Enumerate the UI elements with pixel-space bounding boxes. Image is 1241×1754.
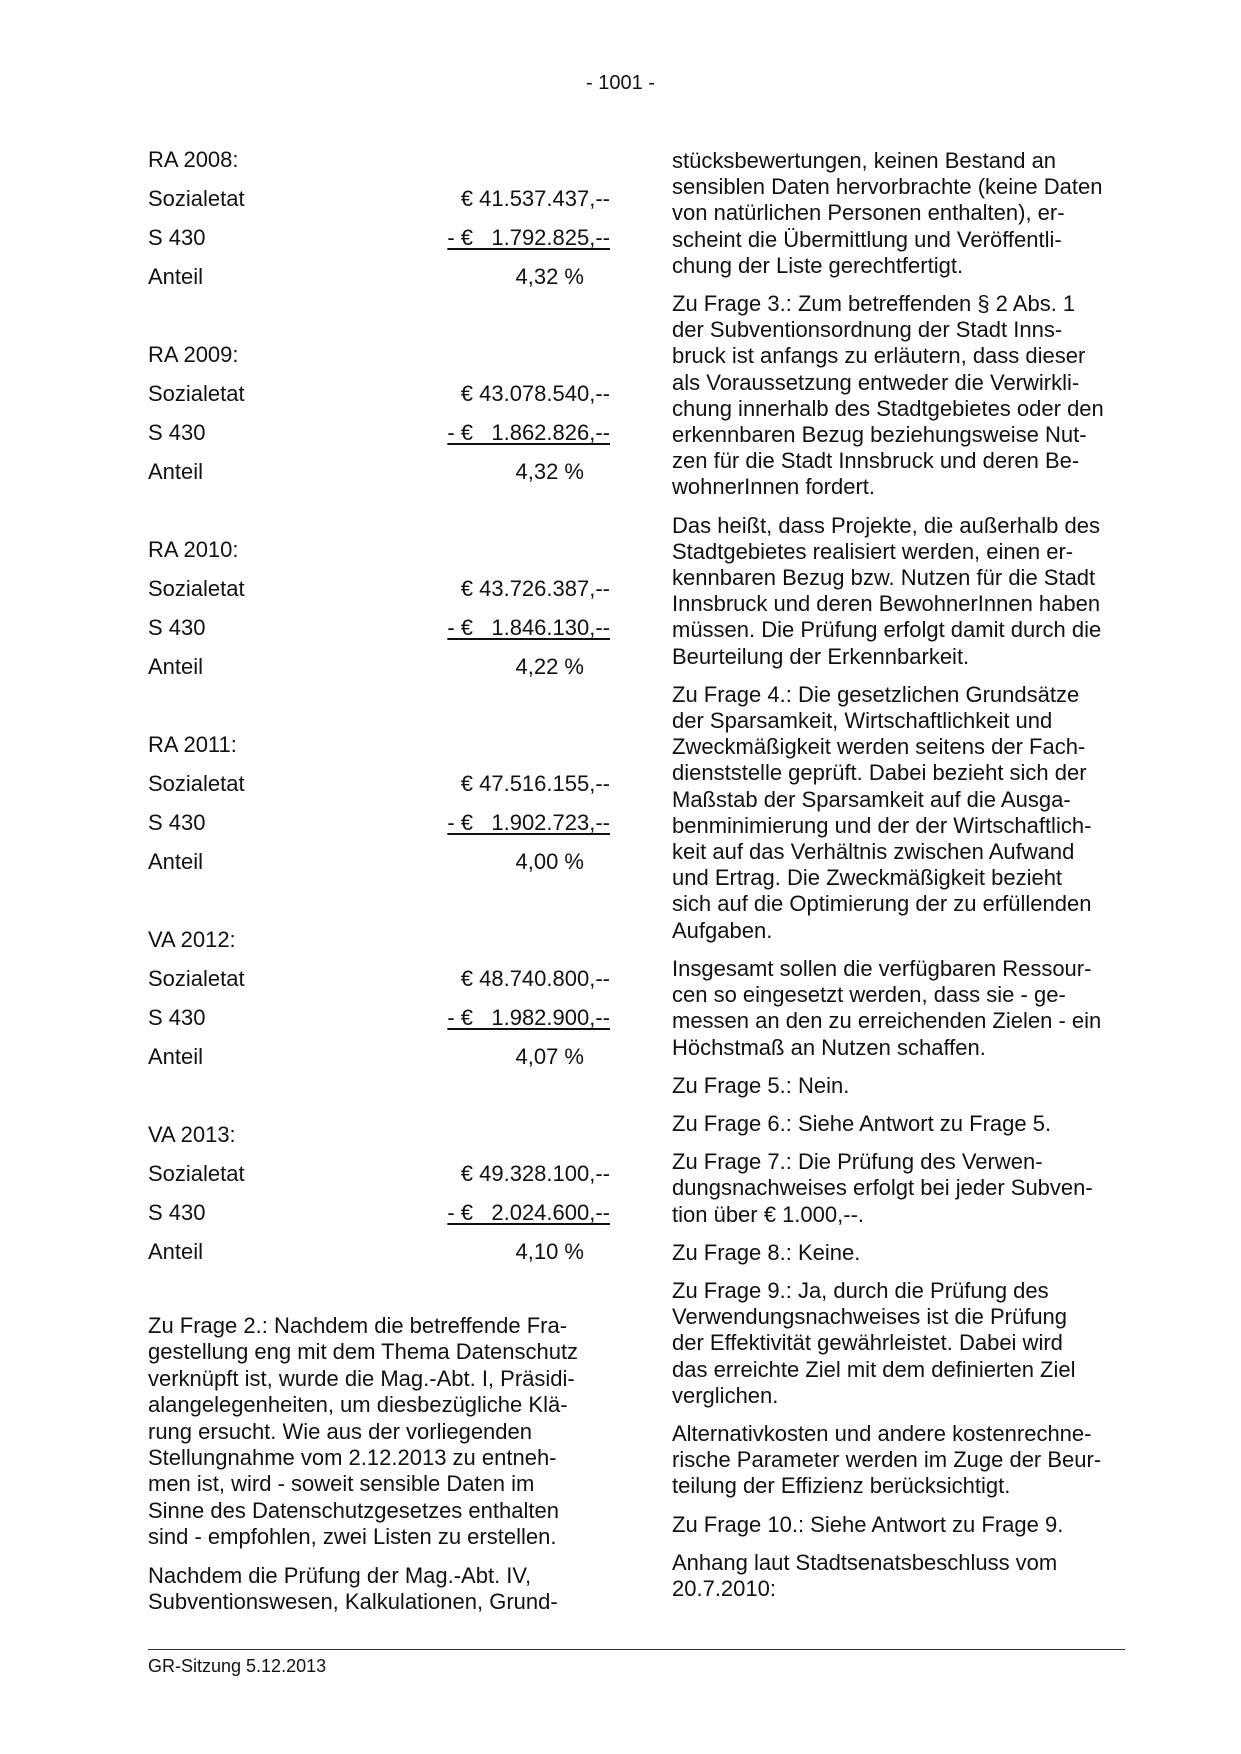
row-label: S 430 (148, 615, 206, 640)
row-label: S 430 (148, 420, 206, 445)
row-label: Anteil (148, 849, 204, 874)
right-column-text (672, 148, 1132, 1614)
paragraph-frage-2: Zu Frage 2.: Nachdem die betreffende Fra- gestellung eng mit dem Thema Datenschutz verknüpft ist, wurde die Mag.-Abt. I, Präsidi- alangelegenheiten, um diesbezügliche Klä- rung ersucht. Wie aus der vorliegenden Stellungnahme vom 2.12.2013 zu entneh- men ist, wird - soweit sensible Daten im Sinne des Datenschutzgesetzes enthalten sind - empfohlen, zwei Listen zu erstellen. (148, 1313, 579, 1550)
paragraph-ressourcen: Insgesamt sollen die verfügbaren Ressour- cen so eingesetzt werden, dass sie - ge- messen an den zu erreichenden Zielen - ein Höchstmaß an Nutzen schaffen. (672, 955, 1102, 1060)
budget-year-block (148, 1121, 610, 1277)
row-label: Anteil (148, 1239, 204, 1264)
row-label: Sozialetat (148, 1161, 245, 1186)
budget-year-block (148, 731, 610, 887)
paragraph-frage-5: Zu Frage 5.: Nein. (672, 1072, 850, 1098)
sozialetat-amount: € 49.328.100,-- (460, 1161, 610, 1186)
paragraph-pruefung-mag-abt-iv: Nachdem die Prüfung der Mag.-Abt. IV, Subventionswesen, Kalkulationen, Grund- (148, 1562, 558, 1615)
row-label: Anteil (148, 1044, 204, 1069)
anteil-percent: 4,07 % (515, 1044, 584, 1069)
paragraph-frage-8: Zu Frage 8.: Keine. (672, 1239, 861, 1265)
sozialetat-amount: € 43.726.387,-- (460, 576, 610, 601)
anteil-percent: 4,00 % (515, 849, 584, 874)
s430-amount: - € 1.846.130,-- (447, 615, 610, 640)
paragraph-projekte-ausserhalb: Das heißt, dass Projekte, die außerhalb des Stadtgebietes realisiert werden, einen er- kennbaren Bezug bzw. Nutzen für die Stadt Innsbruck und deren BewohnerInnen haben müssen. Die Prüfung erfolgt damit durch die Beurteilung der Erkennbarkeit. (672, 512, 1102, 669)
budget-year-block (148, 146, 610, 302)
paragraph-frage-4: Zu Frage 4.: Die gesetzlichen Grundsätze der Sparsamkeit, Wirtschaftlichkeit und Zweckmäßigkeit werden seitens der Fach- dienststelle geprüft. Dabei bezieht sich der Maßstab der Sparsamkeit auf die Ausga- benminimierung und der der Wirtschaftlich- keit auf das Verhältnis zwischen Aufwand und Ertrag. Die Zweckmäßigkeit bezieht sich auf die Optimierung der zu erfüllenden Aufgaben. (672, 681, 1092, 943)
s430-amount: - € 1.792.825,-- (447, 225, 610, 250)
s430-amount: - € 1.902.723,-- (447, 810, 610, 835)
row-label: Sozialetat (148, 576, 245, 601)
row-label: Sozialetat (148, 966, 245, 991)
row-label: Sozialetat (148, 381, 245, 406)
sozialetat-amount: € 47.516.155,-- (460, 771, 610, 796)
year-heading: VA 2012: (148, 927, 236, 952)
anteil-percent: 4,10 % (515, 1239, 584, 1264)
budget-year-block (148, 341, 610, 497)
paragraph-anhang: Anhang laut Stadtsenatsbeschluss vom 20.7.2010: (672, 1549, 1058, 1601)
year-heading: RA 2008: (148, 147, 239, 172)
row-label: S 430 (148, 1005, 206, 1030)
year-heading: VA 2013: (148, 1122, 236, 1147)
row-label: Anteil (148, 264, 204, 289)
year-heading: RA 2009: (148, 342, 239, 367)
anteil-percent: 4,32 % (515, 459, 584, 484)
sozialetat-amount: € 41.537.437,-- (460, 186, 610, 211)
paragraph-frage-7: Zu Frage 7.: Die Prüfung des Verwen- dungsnachweises erfolgt bei jeder Subven- tion über € 1.000,--. (672, 1149, 1093, 1227)
row-label: S 430 (148, 810, 206, 835)
paragraph-continuation: stücksbewertungen, keinen Bestand an sensiblen Daten hervorbrachte (keine Daten von natürlichen Personen enthalten), er- scheint die Übermittlung und Veröffentli- chung der Liste gerechtfertigt. (672, 148, 1103, 278)
budget-table (148, 146, 610, 1316)
paragraph-alternativkosten: Alternativkosten und andere kostenrechne- rische Parameter werden im Zuge der Beur- teilung der Effizienz berücksichtigt. (672, 1420, 1102, 1499)
anteil-percent: 4,32 % (515, 264, 584, 289)
paragraph-frage-6: Zu Frage 6.: Siehe Antwort zu Frage 5. (672, 1110, 1052, 1136)
s430-amount: - € 1.982.900,-- (447, 1005, 610, 1030)
s430-amount: - € 2.024.600,-- (447, 1200, 610, 1225)
paragraph-frage-3: Zu Frage 3.: Zum betreffenden § 2 Abs. 1 der Subventionsordnung der Stadt Inns- bruck ist anfangs zu erläutern, dass dieser als Voraussetzung entweder die Verwirkli- chung innerhalb des Stadtgebietes oder den erkennbaren Bezug beziehungsweise Nut- zen für die Stadt Innsbruck und deren Be- wohnerInnen fordert. (672, 291, 1104, 500)
footer-session-label: GR-Sitzung 5.12.2013 (148, 1656, 327, 1676)
row-label: Sozialetat (148, 771, 245, 796)
sozialetat-amount: € 48.740.800,-- (460, 966, 610, 991)
s430-amount: - € 1.862.826,-- (447, 420, 610, 445)
budget-year-block (148, 926, 610, 1082)
row-label: Sozialetat (148, 186, 245, 211)
row-label: Anteil (148, 654, 204, 679)
budget-year-block (148, 536, 610, 692)
row-label: Anteil (148, 459, 204, 484)
paragraph-frage-10: Zu Frage 10.: Siehe Antwort zu Frage 9. (672, 1511, 1064, 1537)
anteil-percent: 4,22 % (515, 654, 584, 679)
paragraph-frage-9: Zu Frage 9.: Ja, durch die Prüfung des Verwendungsnachweises ist die Prüfung der Effektivität gewährleistet. Dabei wird das erreichte Ziel mit dem definierten Ziel verglichen. (672, 1277, 1076, 1408)
sozialetat-amount: € 43.078.540,-- (460, 381, 610, 406)
year-heading: RA 2011: (148, 732, 237, 757)
page-number: - 1001 - (586, 72, 655, 94)
row-label: S 430 (148, 225, 206, 250)
row-label: S 430 (148, 1200, 206, 1225)
left-column-text (148, 1313, 600, 1627)
year-heading: RA 2010: (148, 537, 239, 562)
footer-divider (148, 1649, 1125, 1650)
